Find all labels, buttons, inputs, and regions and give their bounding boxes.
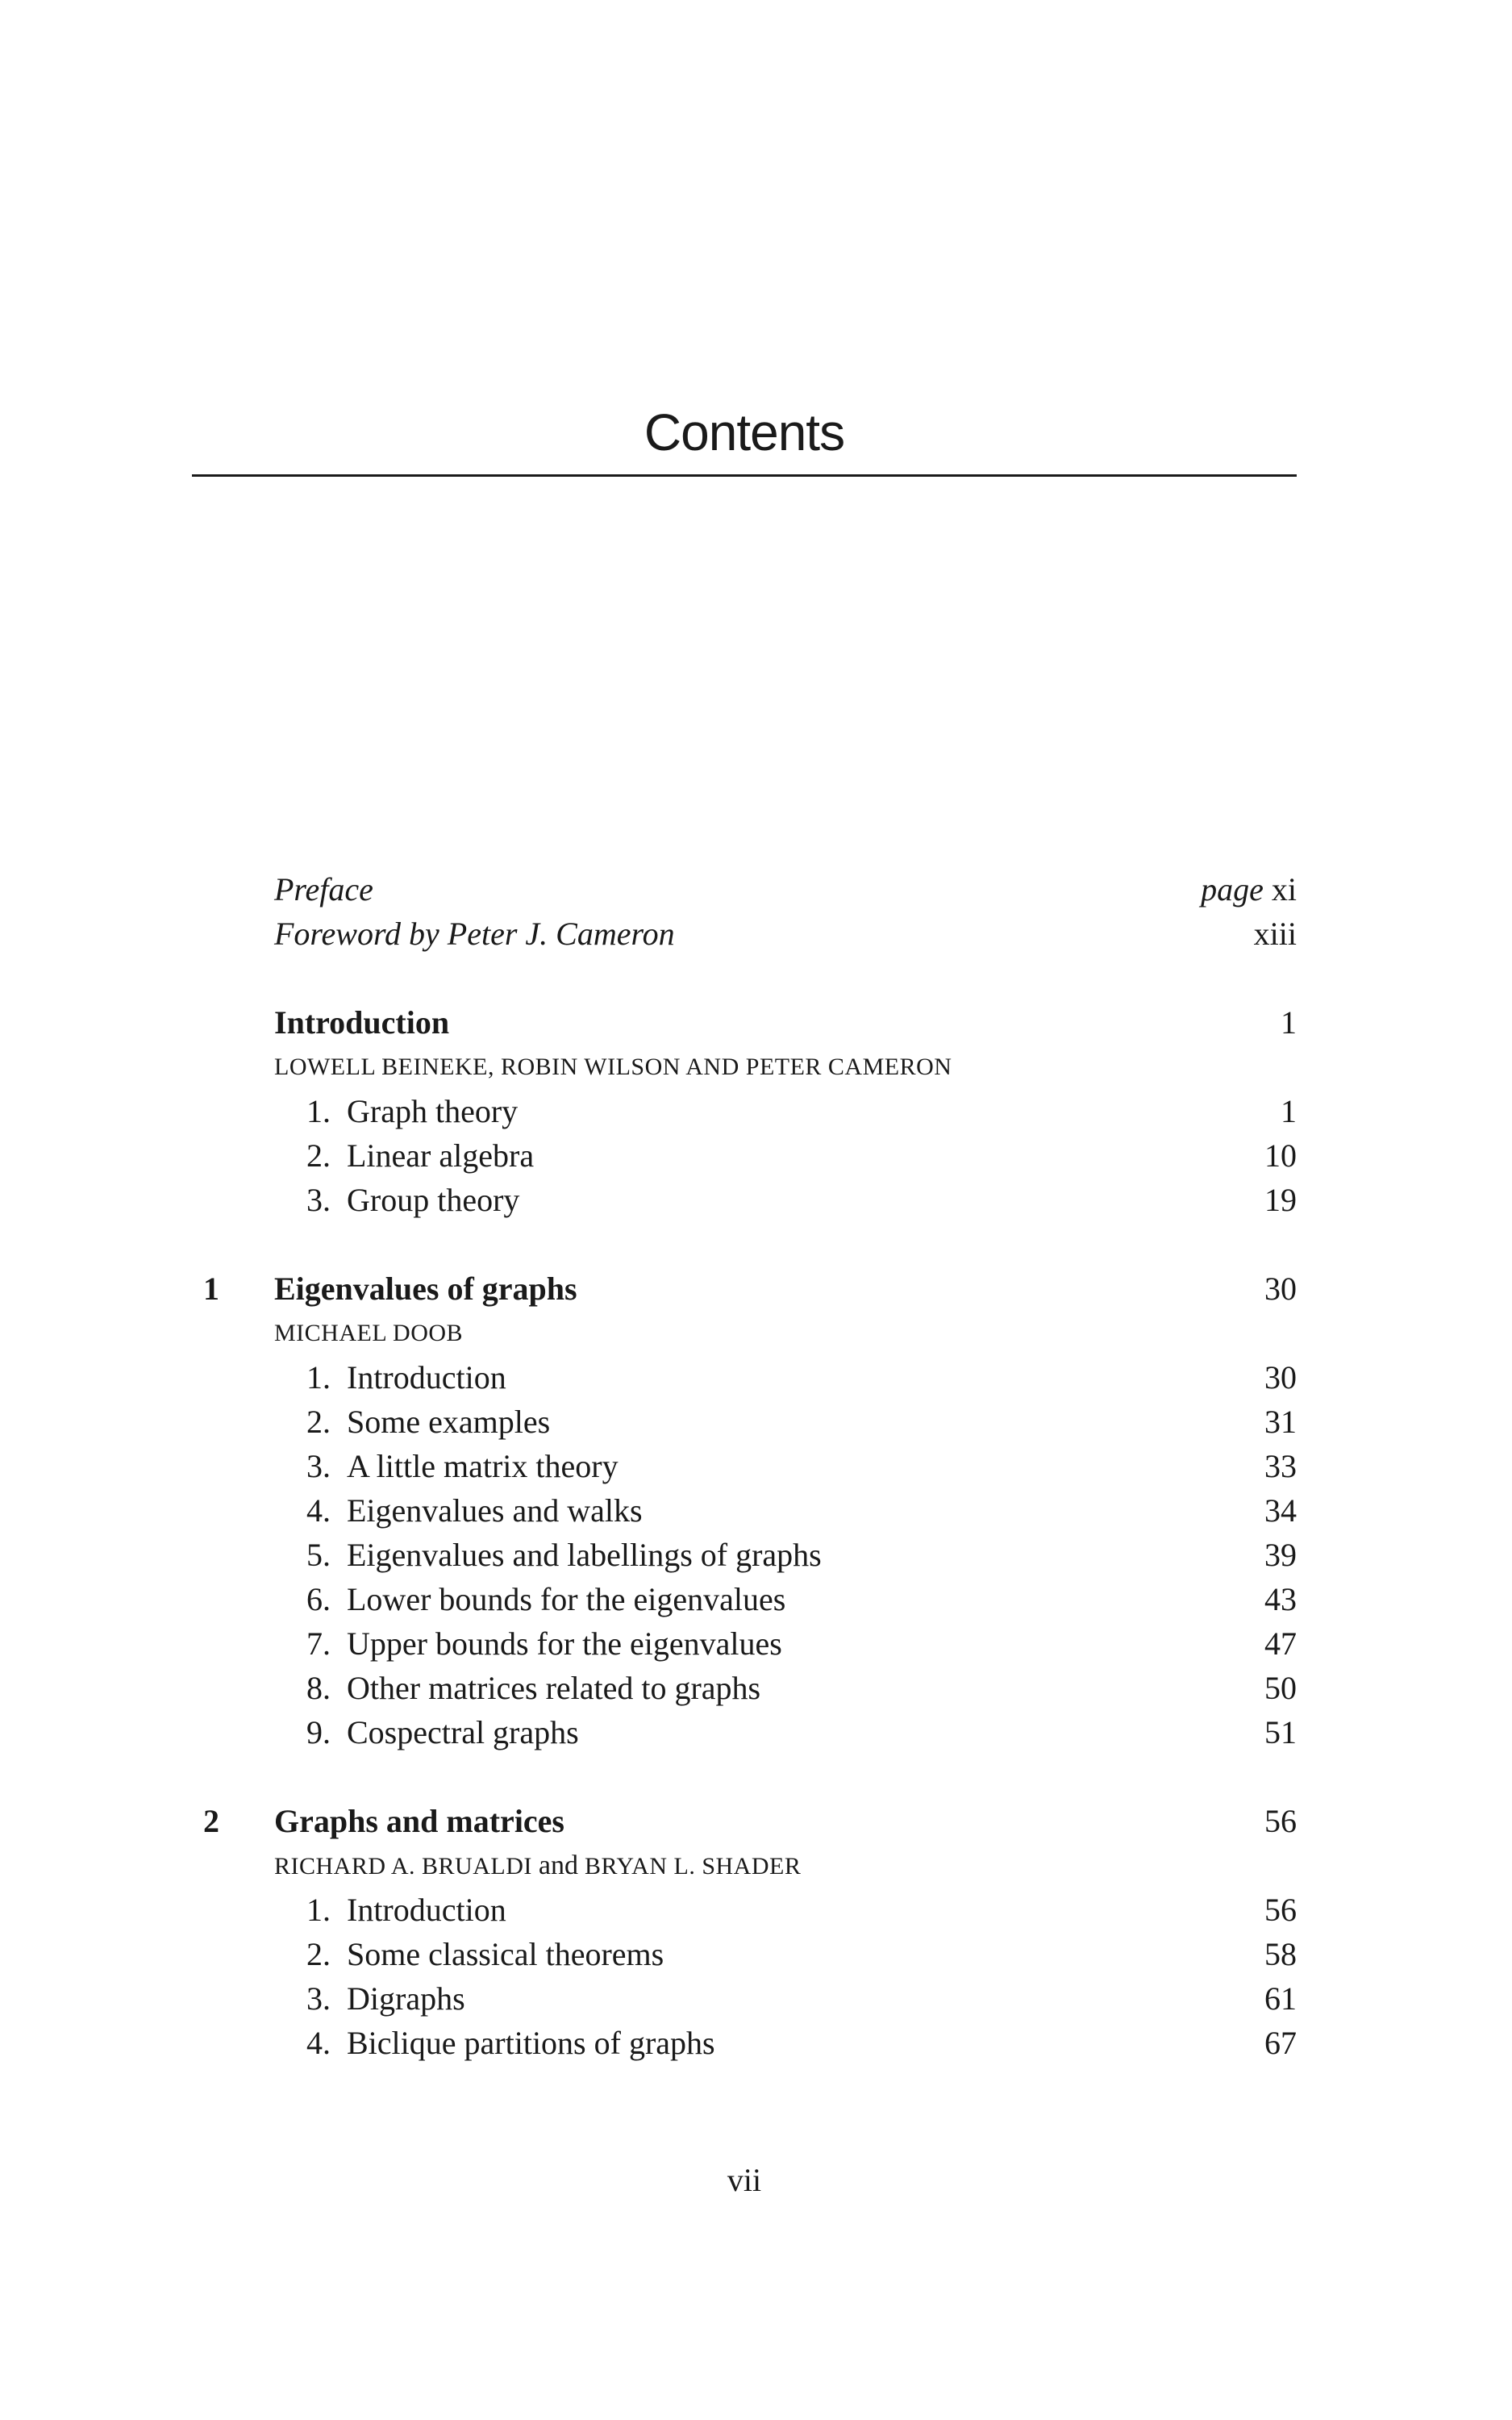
entry-page: 10 (1264, 1137, 1297, 1174)
section-label: Eigenvalues and labellings of graphs (347, 1537, 822, 1573)
entry-page: 31 (1264, 1404, 1297, 1440)
section-label: Digraphs (347, 1980, 465, 2017)
entry-page: page xi (1201, 871, 1297, 908)
entry-page: 33 (1264, 1448, 1297, 1484)
section-entry[interactable] (192, 1621, 1297, 1666)
chapter-authors: LOWELL BEINEKE, ROBIN WILSON AND PETER CAMERON (274, 1054, 952, 1080)
section-entry[interactable] (192, 1666, 1297, 1710)
section-number: 1. (306, 1359, 331, 1396)
entry-page: 56 (1264, 1803, 1297, 1839)
entry-page: 34 (1264, 1492, 1297, 1529)
section-entry[interactable] (192, 1355, 1297, 1400)
toc-entry-chapter-1[interactable] (192, 1266, 1297, 1311)
section-number: 4. (306, 2025, 331, 2061)
entry-page: 61 (1264, 1980, 1297, 2017)
section-number: 3. (306, 1182, 331, 1218)
section-entry[interactable] (192, 1710, 1297, 1754)
section-label: Graph theory (347, 1093, 519, 1129)
section-label: Biclique partitions of graphs (347, 2025, 715, 2061)
section-label: Some classical theorems (347, 1936, 664, 1972)
chapter-authors: RICHARD A. BRUALDI and BRYAN L. SHADER (274, 1850, 802, 1880)
section-label: Cospectral graphs (347, 1714, 579, 1750)
page-number: vii (727, 2162, 762, 2198)
section-entry[interactable] (192, 1400, 1297, 1444)
section-number: 4. (306, 1492, 331, 1529)
section-entry[interactable] (192, 1932, 1297, 1976)
section-label: Other matrices related to graphs (347, 1670, 761, 1706)
section-number: 1. (306, 1093, 331, 1129)
section-number: 2. (306, 1404, 331, 1440)
section-label: Eigenvalues and walks (347, 1492, 643, 1529)
chapter-title: Eigenvalues of graphs (274, 1270, 577, 1307)
section-number: 5. (306, 1537, 331, 1573)
chapter-title: Introduction (274, 1004, 450, 1041)
section-label: Introduction (347, 1359, 506, 1396)
entry-page: xiii (1253, 916, 1297, 952)
section-number: 6. (306, 1581, 331, 1617)
entry-page: 50 (1264, 1670, 1297, 1706)
section-number: 2. (306, 1137, 331, 1174)
entry-page: 58 (1264, 1936, 1297, 1972)
section-label: Lower bounds for the eigenvalues (347, 1581, 786, 1617)
section-number: 9. (306, 1714, 331, 1750)
section-entry[interactable] (192, 1488, 1297, 1533)
section-entry[interactable] (192, 1888, 1297, 1932)
section-entry[interactable] (192, 2021, 1297, 2065)
title-rule (192, 474, 1297, 477)
section-label: Linear algebra (347, 1137, 535, 1174)
toc-entry-foreword[interactable] (192, 912, 1297, 956)
toc-entry-chapter-2[interactable] (192, 1799, 1297, 1843)
entry-page: 30 (1264, 1270, 1297, 1307)
entry-label: Foreword by Peter J. Cameron (274, 916, 675, 952)
section-label: A little matrix theory (347, 1448, 619, 1484)
page-title: Contents (644, 403, 845, 461)
entry-page: 19 (1264, 1182, 1297, 1218)
entry-label: Preface (274, 871, 373, 908)
entry-page: 67 (1264, 2025, 1297, 2061)
chapter-number: 2 (203, 1803, 219, 1839)
section-entry[interactable] (192, 1533, 1297, 1577)
section-label: Introduction (347, 1892, 506, 1928)
section-entry[interactable] (192, 1089, 1297, 1133)
section-number: 1. (306, 1892, 331, 1928)
chapter-number: 1 (203, 1270, 219, 1307)
entry-page: 39 (1264, 1537, 1297, 1573)
chapter-title: Graphs and matrices (274, 1803, 564, 1839)
entry-page: 30 (1264, 1359, 1297, 1396)
table-of-contents (192, 867, 1297, 2065)
chapter-authors: MICHAEL DOOB (274, 1320, 464, 1346)
section-entry[interactable] (192, 1577, 1297, 1621)
entry-page: 56 (1264, 1892, 1297, 1928)
section-label: Group theory (347, 1182, 520, 1218)
toc-entry-introduction[interactable] (192, 1000, 1297, 1045)
entry-page: 1 (1281, 1004, 1297, 1041)
section-number: 7. (306, 1625, 331, 1662)
section-entry[interactable] (192, 1133, 1297, 1178)
section-number: 8. (306, 1670, 331, 1706)
section-label: Upper bounds for the eigenvalues (347, 1625, 782, 1662)
section-entry[interactable] (192, 1178, 1297, 1222)
section-number: 3. (306, 1448, 331, 1484)
section-entry[interactable] (192, 1444, 1297, 1488)
section-label: Some examples (347, 1404, 551, 1440)
entry-page: 1 (1281, 1093, 1297, 1129)
entry-page: 47 (1264, 1625, 1297, 1662)
section-number: 2. (306, 1936, 331, 1972)
section-number: 3. (306, 1980, 331, 2017)
entry-page: 43 (1264, 1581, 1297, 1617)
toc-entry-preface[interactable] (192, 867, 1297, 912)
section-entry[interactable] (192, 1976, 1297, 2021)
entry-page: 51 (1264, 1714, 1297, 1750)
